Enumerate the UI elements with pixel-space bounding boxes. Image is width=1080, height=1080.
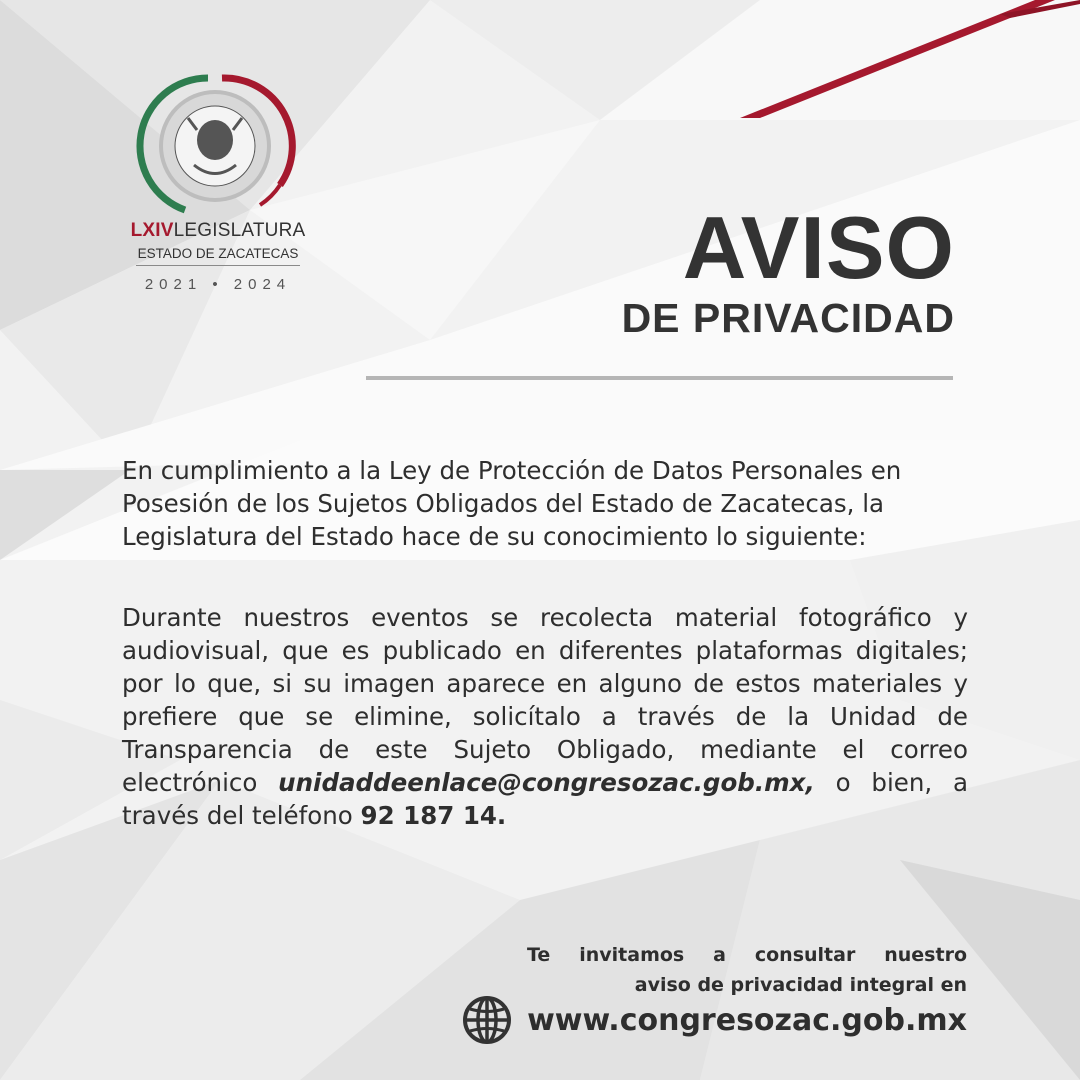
intro-paragraph: En cumplimiento a la Ley de Protección de Datos Personales en Posesión de los Sujetos Obligados del Estado de Zacatecas, la Legislatura del Estado hace de su conocimiento lo siguiente:	[122, 456, 902, 551]
page-title: AVISO	[682, 198, 955, 297]
legislature-numeral: LXIV	[130, 220, 174, 241]
invite-line-2: aviso de privacidad integral en	[634, 974, 967, 996]
globe-icon	[461, 994, 513, 1046]
contact-phone[interactable]: 92 187 14.	[360, 801, 507, 830]
notice-text-phone: o bien, a través del teléfono	[122, 768, 968, 830]
website-url[interactable]: www.congresozac.gob.mx	[527, 1002, 967, 1038]
notice-text: Durante nuestros eventos se recolecta material fotográfico y audiovisual, que es publicado en diferentes plataformas digitales; por lo que, si su imagen aparece en alguno de estos materiales y prefiere que se elimine, solicítalo a través de la Unidad de Transparencia de este Sujeto Obligado, mediante el correo electrónico	[122, 603, 968, 797]
title-divider	[366, 376, 953, 380]
legislature-years: 2021 • 2024	[144, 276, 292, 293]
legislature-word: LEGISLATURA	[173, 220, 306, 241]
legislature-name	[118, 220, 318, 242]
state-name: ESTADO DE ZACATECAS	[137, 246, 299, 261]
invite-text	[527, 940, 967, 1000]
national-seal	[130, 70, 300, 220]
notice-paragraph	[122, 601, 968, 832]
contact-email[interactable]: unidaddeenlace@congresozac.gob.mx,	[278, 768, 815, 797]
legislature-logo	[118, 70, 318, 300]
logo-divider	[136, 265, 300, 266]
invite-line-1: Te invitamos a consultar nuestro	[527, 944, 967, 966]
page-subtitle: DE PRIVACIDAD	[621, 295, 955, 341]
website-link[interactable]	[461, 992, 967, 1048]
